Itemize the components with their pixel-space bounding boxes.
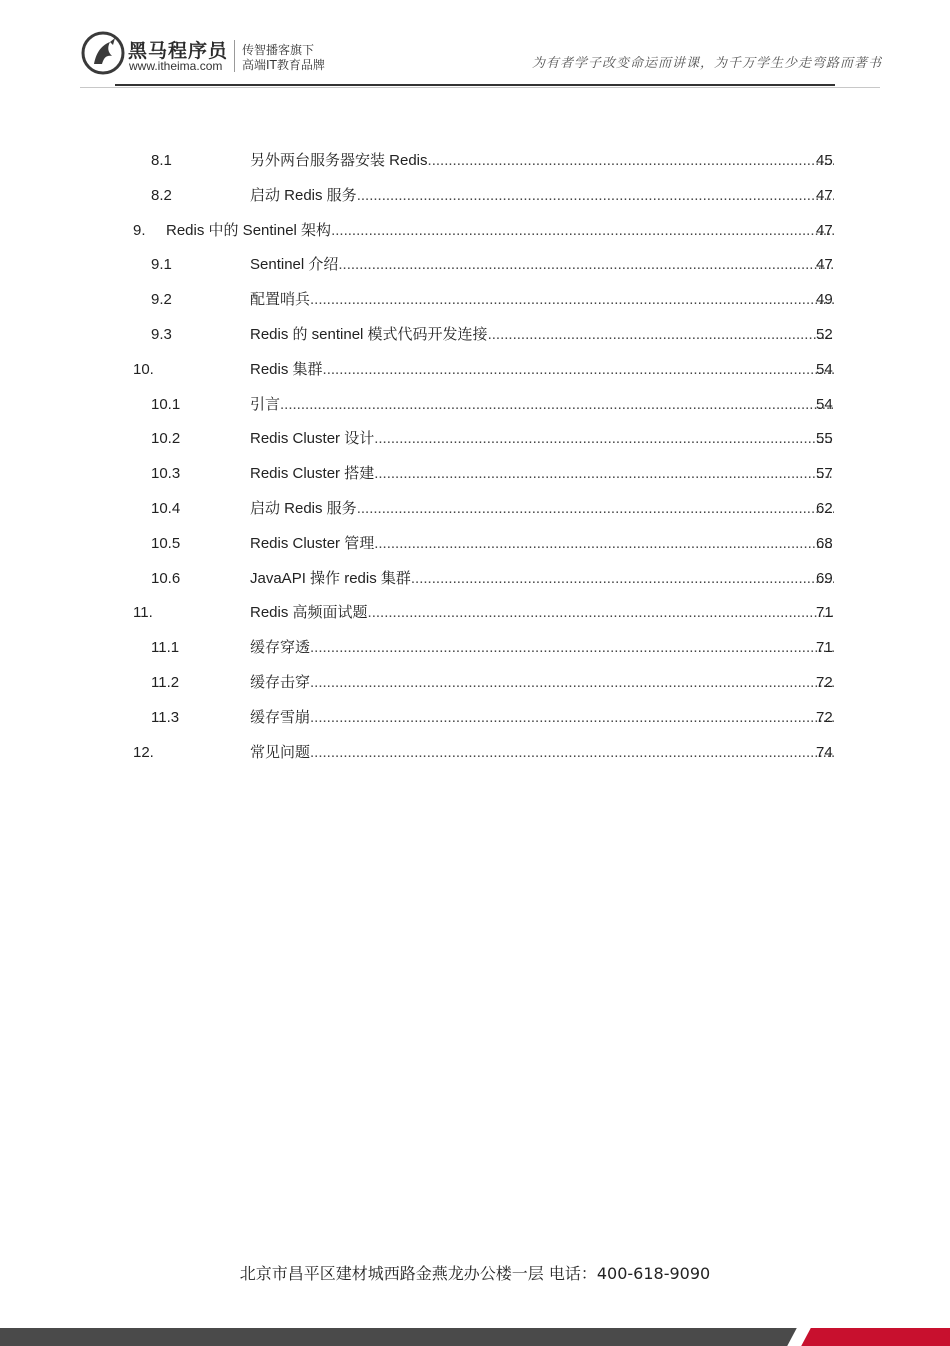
page-header — [0, 0, 950, 100]
toc-entry-title: Redis Cluster 设计 — [250, 430, 375, 448]
toc-entry-page: 62 — [816, 500, 833, 517]
toc-entry-title: Redis 中的 Sentinel 架构 — [166, 221, 332, 239]
toc-entry[interactable] — [0, 285, 950, 315]
toc-entry-title: 引言 — [250, 395, 281, 413]
toc-entry-number: 11.2 — [151, 674, 180, 691]
toc-entry[interactable] — [0, 320, 950, 350]
toc-entry[interactable] — [0, 390, 950, 420]
toc-entry-number: 10.4 — [151, 500, 181, 517]
footer-address: 北京市昌平区建材城西路金燕龙办公楼一层 电话：400-618-9090 — [239, 1264, 711, 1283]
toc-entry-title: Sentinel 介绍 — [250, 256, 339, 274]
toc-leader-dots — [310, 738, 834, 768]
toc-entry-page: 47 — [816, 256, 833, 274]
toc-leader-dots — [374, 529, 834, 559]
toc-entry-page: 57 — [816, 465, 833, 483]
toc-entry-number: 10.3 — [151, 465, 181, 483]
toc-entry[interactable] — [0, 529, 950, 559]
toc-entry-page: 72 — [816, 674, 833, 691]
toc-entry[interactable] — [0, 355, 950, 385]
toc-entry-title: 缓存击穿 — [250, 674, 311, 691]
toc-leader-dots — [310, 668, 834, 698]
toc-entry-number: 10.6 — [151, 569, 181, 587]
toc-entry-title: 另外两台服务器安装 Redis — [250, 152, 428, 169]
toc-leader-dots — [368, 598, 834, 628]
toc-entry-title: 配置哨兵 — [250, 291, 311, 309]
toc-leader-dots — [331, 216, 834, 246]
toc-entry-page: 45 — [816, 152, 833, 169]
header-rule — [115, 84, 835, 86]
toc-leader-dots — [323, 355, 834, 385]
slogan: 为有者学子改变命运而讲课，为千万学生少走弯路而著书 — [531, 56, 882, 71]
toc-entry-page: 47 — [816, 186, 833, 204]
toc-entry-title: Redis 的 sentinel 模式代码开发连接 — [250, 326, 488, 343]
header-rule-thin — [80, 87, 880, 88]
toc-leader-dots — [310, 285, 834, 315]
toc-leader-dots — [488, 320, 834, 350]
toc-entry[interactable] — [0, 703, 950, 733]
toc-entry[interactable] — [0, 146, 950, 176]
toc-entry-title: 缓存穿透 — [250, 639, 311, 657]
toc-entry-title: 缓存雪崩 — [250, 708, 311, 726]
toc-entry-number: 10.1 — [151, 395, 181, 413]
toc-leader-dots — [310, 703, 834, 733]
toc-entry-title: Redis 集群 — [250, 360, 323, 378]
toc-leader-dots — [357, 494, 834, 524]
toc-entry[interactable] — [0, 459, 950, 489]
toc-entry-number: 10. — [133, 360, 154, 378]
toc-entry-page: 52 — [816, 326, 833, 343]
toc-entry-page: 54 — [816, 360, 833, 378]
toc-entry-page: 69 — [816, 569, 833, 587]
horse-logo-icon — [80, 30, 126, 76]
toc-entry-number: 11.1 — [151, 639, 180, 657]
toc-entry-page: 47 — [816, 221, 833, 239]
toc-entry[interactable] — [0, 564, 950, 594]
toc-entry-title: JavaAPI 操作 redis 集群 — [250, 569, 411, 587]
toc-leader-dots — [310, 633, 834, 663]
toc-entry-number: 8.1 — [151, 152, 172, 169]
toc-entry[interactable] — [0, 598, 950, 628]
toc-entry[interactable] — [0, 424, 950, 454]
toc-entry-number: 9. — [133, 221, 146, 239]
toc-entry-number: 9.1 — [151, 256, 172, 274]
brand-divider — [234, 40, 235, 72]
toc-leader-dots — [428, 146, 834, 176]
toc-entry-page: 71 — [816, 604, 833, 622]
toc-entry-page: 55 — [816, 430, 833, 448]
toc-entry-number: 11.3 — [151, 708, 180, 726]
toc-leader-dots — [374, 424, 834, 454]
toc-entry[interactable] — [0, 181, 950, 211]
toc-entry-number: 9.2 — [151, 291, 172, 309]
toc-entry-number: 10.5 — [151, 534, 181, 552]
toc-entry[interactable] — [0, 738, 950, 768]
brand-tagline-1: 传智播客旗下 — [242, 43, 315, 57]
toc-entry-page: 71 — [816, 639, 833, 657]
toc-entry[interactable] — [0, 633, 950, 663]
footer-accent — [800, 1328, 950, 1346]
toc-entry[interactable] — [0, 216, 950, 246]
toc-entry[interactable] — [0, 494, 950, 524]
toc-entry-number: 11. — [133, 604, 153, 622]
brand-url: www.itheima.com — [129, 59, 223, 73]
toc-leader-dots — [357, 181, 834, 211]
toc-entry-page: 49 — [816, 291, 833, 309]
toc-leader-dots — [338, 250, 834, 280]
toc-entry-title: 启动 Redis 服务 — [250, 500, 357, 517]
toc-entry-title: Redis 高频面试题 — [250, 604, 368, 622]
brand-name: 黑马程序员 — [128, 40, 229, 62]
brand-tagline-2: 高端IT教育品牌 — [242, 58, 325, 72]
toc-entry-number: 10.2 — [151, 430, 181, 448]
toc-entry-title: Redis Cluster 搭建 — [250, 465, 375, 483]
toc-entry-number: 8.2 — [151, 186, 172, 204]
toc-entry-page: 72 — [816, 708, 833, 726]
toc-entry-title: 常见问题 — [250, 743, 311, 761]
toc-entry-page: 54 — [816, 395, 833, 413]
toc-entry-page: 74 — [816, 743, 833, 761]
toc-entry[interactable] — [0, 250, 950, 280]
toc-entry-title: 启动 Redis 服务 — [250, 186, 357, 204]
toc-leader-dots — [411, 564, 834, 594]
toc-entry-number: 12. — [133, 743, 154, 761]
toc-entry-page: 68 — [816, 534, 833, 552]
toc-leader-dots — [280, 390, 834, 420]
toc-leader-dots — [374, 459, 834, 489]
toc-entry-title: Redis Cluster 管理 — [250, 534, 375, 552]
toc-entry[interactable] — [0, 668, 950, 698]
toc-entry-number: 9.3 — [151, 326, 172, 343]
